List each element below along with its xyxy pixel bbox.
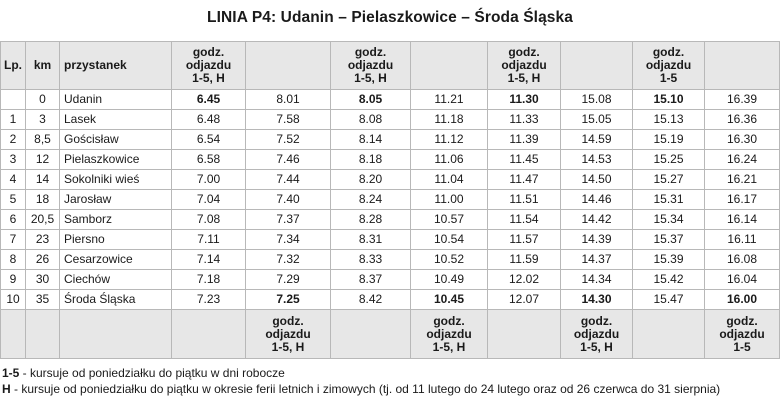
cell-departure-time: 15.47 bbox=[633, 290, 705, 310]
cell-departure-time: 16.17 bbox=[705, 190, 780, 210]
cell-departure-time: 7.18 bbox=[172, 270, 246, 290]
cell-departure-time: 11.00 bbox=[411, 190, 488, 210]
cell-departure-time: 11.18 bbox=[411, 110, 488, 130]
cell-departure-time: 7.40 bbox=[246, 190, 331, 210]
cell-departure-time: 14.37 bbox=[561, 250, 633, 270]
cell-departure-time: 8.42 bbox=[331, 290, 411, 310]
table-row bbox=[1, 90, 780, 110]
cell-departure-time: 16.04 bbox=[705, 270, 780, 290]
cell-departure-time: 11.06 bbox=[411, 150, 488, 170]
legend bbox=[2, 366, 720, 397]
cell-departure-time: 8.20 bbox=[331, 170, 411, 190]
footer-trip-2: godz. odjazdu 1-5, H bbox=[246, 310, 331, 359]
footer-trip-3 bbox=[331, 310, 411, 359]
cell-departure-time: 14.59 bbox=[561, 130, 633, 150]
col-header-trip-4 bbox=[411, 42, 488, 90]
cell-departure-time: 7.00 bbox=[172, 170, 246, 190]
cell-km: 3 bbox=[26, 110, 60, 130]
col-header-trip-8 bbox=[705, 42, 780, 90]
cell-departure-time: 8.31 bbox=[331, 230, 411, 250]
cell-km: 0 bbox=[26, 90, 60, 110]
cell-departure-time: 11.59 bbox=[488, 250, 561, 270]
cell-departure-time: 16.24 bbox=[705, 150, 780, 170]
cell-departure-time: 8.08 bbox=[331, 110, 411, 130]
cell-departure-time: 11.30 bbox=[488, 90, 561, 110]
cell-departure-time: 11.45 bbox=[488, 150, 561, 170]
cell-departure-time: 11.04 bbox=[411, 170, 488, 190]
timetable bbox=[0, 41, 780, 359]
cell-departure-time: 8.01 bbox=[246, 90, 331, 110]
col-header-trip-6 bbox=[561, 42, 633, 90]
cell-departure-time: 11.54 bbox=[488, 210, 561, 230]
cell-departure-time: 8.28 bbox=[331, 210, 411, 230]
cell-departure-time: 11.12 bbox=[411, 130, 488, 150]
cell-departure-time: 7.08 bbox=[172, 210, 246, 230]
cell-departure-time: 10.45 bbox=[411, 290, 488, 310]
cell-departure-time: 16.39 bbox=[705, 90, 780, 110]
cell-departure-time: 16.14 bbox=[705, 210, 780, 230]
cell-departure-time: 7.25 bbox=[246, 290, 331, 310]
cell-departure-time: 7.14 bbox=[172, 250, 246, 270]
table-row bbox=[1, 150, 780, 170]
cell-departure-time: 14.30 bbox=[561, 290, 633, 310]
legend-text: - kursuje od poniedziałku do piątku w dni robocze bbox=[19, 366, 285, 380]
cell-departure-time: 14.46 bbox=[561, 190, 633, 210]
cell-departure-time: 14.34 bbox=[561, 270, 633, 290]
footer-trip-1 bbox=[172, 310, 246, 359]
cell-departure-time: 6.48 bbox=[172, 110, 246, 130]
cell-departure-time: 16.36 bbox=[705, 110, 780, 130]
cell-stop-name: Jarosław bbox=[60, 190, 172, 210]
cell-departure-time: 11.33 bbox=[488, 110, 561, 130]
cell-departure-time: 10.57 bbox=[411, 210, 488, 230]
cell-departure-time: 15.31 bbox=[633, 190, 705, 210]
footer-row bbox=[1, 310, 780, 359]
cell-lp: 8 bbox=[1, 250, 26, 270]
cell-departure-time: 16.00 bbox=[705, 290, 780, 310]
footer-trip-6: godz. odjazdu 1-5, H bbox=[561, 310, 633, 359]
cell-departure-time: 11.51 bbox=[488, 190, 561, 210]
footer-trip-5 bbox=[488, 310, 561, 359]
cell-stop-name: Samborz bbox=[60, 210, 172, 230]
cell-km: 23 bbox=[26, 230, 60, 250]
cell-departure-time: 15.05 bbox=[561, 110, 633, 130]
cell-departure-time: 7.32 bbox=[246, 250, 331, 270]
cell-lp bbox=[1, 90, 26, 110]
cell-departure-time: 10.54 bbox=[411, 230, 488, 250]
cell-departure-time: 8.14 bbox=[331, 130, 411, 150]
cell-km: 12 bbox=[26, 150, 60, 170]
cell-departure-time: 16.11 bbox=[705, 230, 780, 250]
table-row bbox=[1, 110, 780, 130]
table-row bbox=[1, 130, 780, 150]
cell-km: 18 bbox=[26, 190, 60, 210]
cell-stop-name: Udanin bbox=[60, 90, 172, 110]
cell-departure-time: 7.46 bbox=[246, 150, 331, 170]
cell-departure-time: 6.58 bbox=[172, 150, 246, 170]
cell-departure-time: 6.54 bbox=[172, 130, 246, 150]
cell-stop-name: Cesarzowice bbox=[60, 250, 172, 270]
timetable-body bbox=[1, 90, 780, 310]
cell-departure-time: 15.19 bbox=[633, 130, 705, 150]
cell-stop-name: Środa Śląska bbox=[60, 290, 172, 310]
cell-stop-name: Gościsław bbox=[60, 130, 172, 150]
cell-departure-time: 7.34 bbox=[246, 230, 331, 250]
footer-trip-4: godz. odjazdu 1-5, H bbox=[411, 310, 488, 359]
table-row bbox=[1, 270, 780, 290]
cell-km: 35 bbox=[26, 290, 60, 310]
table-row bbox=[1, 230, 780, 250]
col-header-trip-3: godz. odjazdu 1-5, H bbox=[331, 42, 411, 90]
cell-km: 20,5 bbox=[26, 210, 60, 230]
cell-km: 14 bbox=[26, 170, 60, 190]
cell-departure-time: 15.25 bbox=[633, 150, 705, 170]
col-header-trip-7: godz. odjazdu 1-5 bbox=[633, 42, 705, 90]
timetable-title: LINIA P4: Udanin – Pielaszkowice – Środa Śląska bbox=[207, 9, 573, 26]
cell-lp: 4 bbox=[1, 170, 26, 190]
table-row bbox=[1, 190, 780, 210]
col-header-stop: przystanek bbox=[60, 42, 172, 90]
cell-departure-time: 11.21 bbox=[411, 90, 488, 110]
table-row bbox=[1, 170, 780, 190]
legend-code: 1-5 bbox=[2, 366, 20, 380]
cell-departure-time: 7.11 bbox=[172, 230, 246, 250]
cell-departure-time: 7.37 bbox=[246, 210, 331, 230]
footer-trip-8: godz. odjazdu 1-5 bbox=[705, 310, 780, 359]
table-row bbox=[1, 210, 780, 230]
cell-departure-time: 7.04 bbox=[172, 190, 246, 210]
cell-departure-time: 7.44 bbox=[246, 170, 331, 190]
footer-cell-empty bbox=[26, 310, 60, 359]
cell-departure-time: 15.39 bbox=[633, 250, 705, 270]
col-header-trip-5: godz. odjazdu 1-5, H bbox=[488, 42, 561, 90]
cell-lp: 6 bbox=[1, 210, 26, 230]
cell-stop-name: Piersno bbox=[60, 230, 172, 250]
cell-lp: 5 bbox=[1, 190, 26, 210]
legend-code: H bbox=[2, 381, 11, 396]
cell-departure-time: 7.58 bbox=[246, 110, 331, 130]
table-row bbox=[1, 250, 780, 270]
cell-lp: 7 bbox=[1, 230, 26, 250]
cell-departure-time: 10.49 bbox=[411, 270, 488, 290]
cell-departure-time: 14.53 bbox=[561, 150, 633, 170]
cell-departure-time: 11.39 bbox=[488, 130, 561, 150]
cell-stop-name: Sokolniki wieś bbox=[60, 170, 172, 190]
cell-departure-time: 15.37 bbox=[633, 230, 705, 250]
cell-departure-time: 11.47 bbox=[488, 170, 561, 190]
cell-departure-time: 16.21 bbox=[705, 170, 780, 190]
col-header-lp: Lp. bbox=[1, 42, 26, 90]
col-header-trip-2 bbox=[246, 42, 331, 90]
cell-departure-time: 8.33 bbox=[331, 250, 411, 270]
cell-departure-time: 15.34 bbox=[633, 210, 705, 230]
cell-stop-name: Lasek bbox=[60, 110, 172, 130]
cell-departure-time: 8.37 bbox=[331, 270, 411, 290]
cell-departure-time: 14.50 bbox=[561, 170, 633, 190]
cell-km: 26 bbox=[26, 250, 60, 270]
footer-cell-empty bbox=[60, 310, 172, 359]
col-header-trip-1: godz. odjazdu 1-5, H bbox=[172, 42, 246, 90]
cell-departure-time: 15.27 bbox=[633, 170, 705, 190]
cell-lp: 9 bbox=[1, 270, 26, 290]
cell-departure-time: 7.23 bbox=[172, 290, 246, 310]
cell-departure-time: 8.18 bbox=[331, 150, 411, 170]
cell-departure-time: 10.52 bbox=[411, 250, 488, 270]
cell-departure-time: 12.07 bbox=[488, 290, 561, 310]
cell-departure-time: 15.10 bbox=[633, 90, 705, 110]
cell-departure-time: 7.52 bbox=[246, 130, 331, 150]
cell-stop-name: Ciechów bbox=[60, 270, 172, 290]
col-header-km: km bbox=[26, 42, 60, 90]
cell-km: 8,5 bbox=[26, 130, 60, 150]
cell-departure-time: 15.08 bbox=[561, 90, 633, 110]
cell-lp: 3 bbox=[1, 150, 26, 170]
footer-trip-7 bbox=[633, 310, 705, 359]
legend-item-1-5 bbox=[2, 366, 720, 382]
cell-departure-time: 8.24 bbox=[331, 190, 411, 210]
cell-lp: 1 bbox=[1, 110, 26, 130]
header-row bbox=[1, 42, 780, 90]
cell-departure-time: 16.08 bbox=[705, 250, 780, 270]
cell-lp: 10 bbox=[1, 290, 26, 310]
cell-departure-time: 12.02 bbox=[488, 270, 561, 290]
legend-item-h bbox=[2, 382, 720, 398]
cell-departure-time: 15.42 bbox=[633, 270, 705, 290]
legend-text: - kursuje od poniedziałku do piątku w okresie ferii letnich i zimowych (tj. od 11 lutego do 24 lutego oraz od 26 czerwca do 31 sierpnia) bbox=[10, 381, 721, 396]
cell-departure-time: 14.39 bbox=[561, 230, 633, 250]
cell-departure-time: 11.57 bbox=[488, 230, 561, 250]
footer-cell-empty bbox=[1, 310, 26, 359]
table-row bbox=[1, 290, 780, 310]
cell-departure-time: 6.45 bbox=[172, 90, 246, 110]
cell-stop-name: Pielaszkowice bbox=[60, 150, 172, 170]
cell-lp: 2 bbox=[1, 130, 26, 150]
cell-departure-time: 8.05 bbox=[331, 90, 411, 110]
cell-departure-time: 15.13 bbox=[633, 110, 705, 130]
cell-departure-time: 14.42 bbox=[561, 210, 633, 230]
cell-km: 30 bbox=[26, 270, 60, 290]
cell-departure-time: 7.29 bbox=[246, 270, 331, 290]
cell-departure-time: 16.30 bbox=[705, 130, 780, 150]
